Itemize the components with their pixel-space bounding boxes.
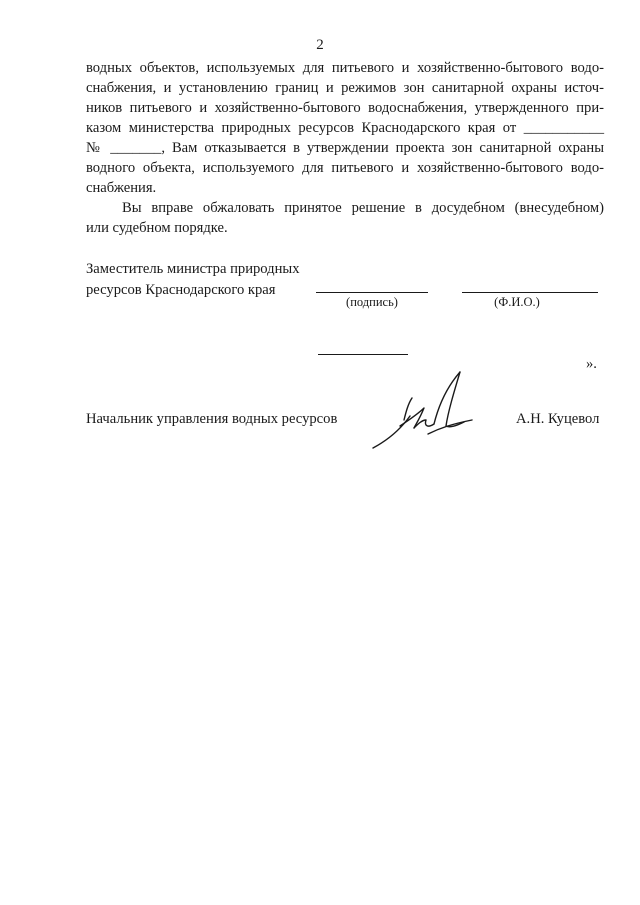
head-of-department-name: А.Н. Куцевол	[516, 411, 600, 427]
paragraph-line: ников питьевого и хозяйственно-бытового водоснабжения, утвержденного при-	[86, 100, 604, 116]
signature-blank-line	[316, 292, 428, 293]
deputy-minister-block	[86, 259, 300, 301]
appeal-paragraph	[86, 198, 604, 238]
head-of-department-title: Начальник управления водных ресурсов	[86, 411, 338, 427]
date-blank-line	[318, 354, 408, 355]
paragraph-line: водных объектов, используемых для питьевого и хозяйственно-бытового водо-	[86, 60, 604, 76]
main-paragraph	[86, 58, 604, 198]
deputy-title-line-1: Заместитель министра природных	[86, 261, 300, 277]
page-number: 2	[316, 37, 324, 53]
fio-caption: (Ф.И.О.)	[494, 295, 540, 309]
closing-quote: ».	[586, 356, 597, 372]
deputy-title-line-2: ресурсов Краснодарского края	[86, 282, 276, 298]
appeal-line: Вы вправе обжаловать принятое решение в досудебном (внесудебном)	[122, 200, 604, 216]
handwritten-signature	[368, 368, 478, 453]
paragraph-line: казом министерства природных ресурсов Краснодарского края от ___________	[86, 120, 604, 136]
fio-blank-line	[462, 292, 598, 293]
paragraph-line: водного объекта, используемого для питьевого и хозяйственно-бытового водо-	[86, 160, 604, 176]
paragraph-line: снабжения.	[86, 180, 157, 196]
appeal-line: или судебном порядке.	[86, 220, 228, 236]
body-text	[86, 58, 604, 238]
paragraph-line: снабжения, и установлению границ и режимов зон санитарной охраны источ-	[86, 80, 604, 96]
signature-caption: (подпись)	[346, 295, 398, 309]
paragraph-line: № _______, Вам отказывается в утверждении проекта зон санитарной охраны	[86, 140, 604, 156]
